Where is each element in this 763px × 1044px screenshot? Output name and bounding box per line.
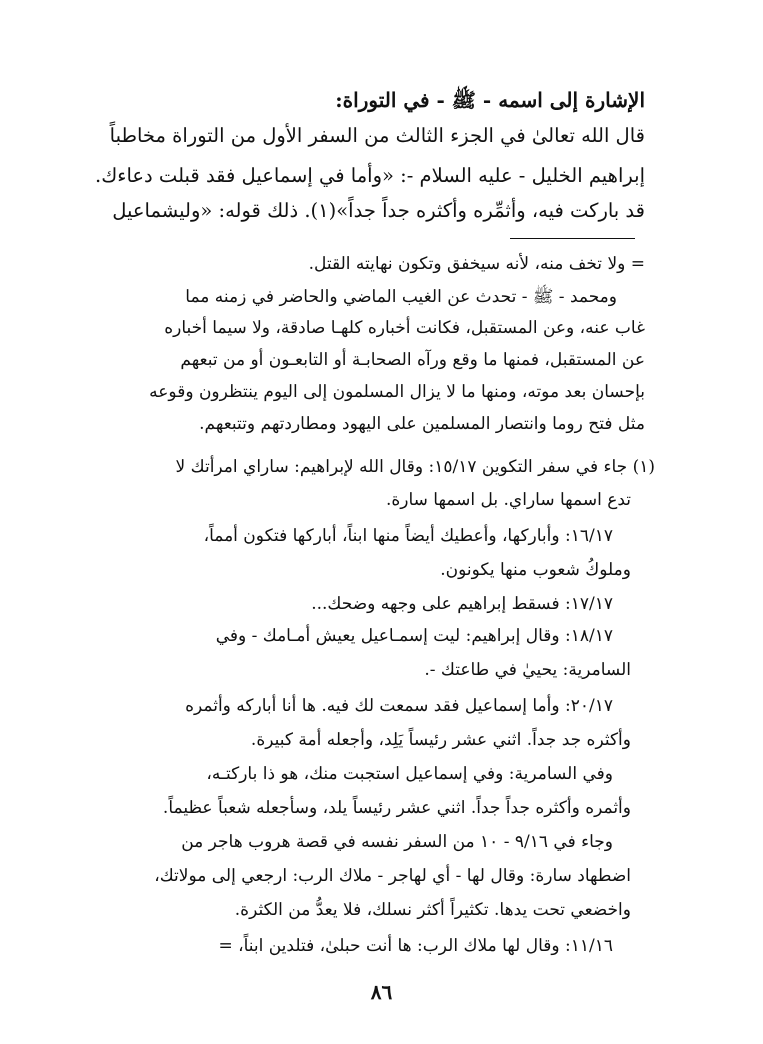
footnote-line: وجاء في ٩/١٦ - ١٠ من السفر نفسه في قصة هروب هاجر من bbox=[181, 832, 613, 852]
footnote-line: وفي السامرية: وفي إسماعيل استجبت منك، هو ذا باركتـه، bbox=[206, 764, 613, 784]
footnote-line: وأثمره وأكثره جداً جداً. اثني عشر رئيساً يلد، وسأجعله شعباً عظيماً. bbox=[162, 798, 631, 818]
footnote-line: ١١/١٦: وقال لها ملاك الرب: ها أنت حبلىٰ، فتلدين ابناً، = bbox=[218, 936, 613, 956]
footnote-line: ٢٠/١٧: وأما إسماعيل فقد سمعت لك فيه. ها أنا أباركه وأثمره bbox=[185, 696, 613, 716]
footnote-line: ١٧/١٧: فسقط إبراهيم على وجهه وضحك... bbox=[311, 594, 613, 614]
footnote-line: ١٨/١٧: وقال إبراهيم: ليت إسمـاعيل يعيش أمـامك - وفي bbox=[215, 626, 613, 646]
page-number: ٨٦ bbox=[370, 980, 393, 1004]
body-line: قال الله تعالىٰ في الجزء الثالث من السفر الأول من التوراة مخاطباً bbox=[109, 124, 645, 147]
footnote-line: تدع اسمها ساراي. بل اسمها سارة. bbox=[385, 490, 631, 510]
body-line: إبراهيم الخليل - عليه السلام -: «وأما في إسماعيل فقد قبلت دعاءك. bbox=[95, 164, 645, 187]
footnote-line: عن المستقبل، فمنها ما وقع ورآه الصحابـة أو التابعـون أو من تبعهم bbox=[180, 350, 645, 370]
footnote-line: السامرية: يحييٰ في طاعتك -. bbox=[424, 660, 631, 680]
footnote-line: اضطهاد سارة: وقال لها - أي لهاجر - ملاك الرب: ارجعي إلى مولاتك، bbox=[154, 866, 631, 886]
footnote-line: وأكثره جد جداً. اثني عشر رئيساً يَلِد، وأجعله أمة كبيرة. bbox=[250, 730, 631, 750]
footnote-line: مثل فتح روما وانتصار المسلمين على اليهود ومطاردتهم وتتبعهم. bbox=[199, 414, 645, 434]
footnote-line: ومحمد - ﷺ - تحدث عن الغيب الماضي والحاضر في زمنه مما bbox=[185, 287, 617, 307]
body-line: قد باركت فيه، وأثمِّره وأكثره جداً جداً»(١). ذلك قوله: «وليشماعيل bbox=[112, 199, 645, 222]
footnote-line: واخضعي تحت يدها. تكثيراً أكثر نسلك، فلا يعدُّ من الكثرة. bbox=[234, 900, 631, 920]
footnote-line: (١) جاء في سفر التكوين ١٥/١٧: وقال الله لإبراهيم: ساراي امرأتك لا bbox=[175, 457, 655, 477]
footnote-line: بإحسان بعد موته، ومنها ما لا يزال المسلمون إلى اليوم ينتظرون وقوعه bbox=[149, 382, 645, 402]
footnote-line: وملوكُ شعوب منها يكونون. bbox=[440, 560, 631, 580]
section-heading: الإشارة إلى اسمه - ﷺ - في التوراة: bbox=[335, 88, 645, 112]
footnote-line: = ولا تخف منه، لأنه سيخفق وتكون نهايته القتل. bbox=[308, 254, 645, 274]
footnote-line: ١٦/١٧: وأباركها، وأعطيك أيضاً منها ابناً، أباركها فتكون أمماً، bbox=[203, 526, 613, 546]
footnote-separator bbox=[510, 238, 635, 239]
footnote-line: غاب عنه، وعن المستقبل، فكانت أخباره كلهـا صادقة، ولا سيما أخباره bbox=[164, 318, 645, 338]
